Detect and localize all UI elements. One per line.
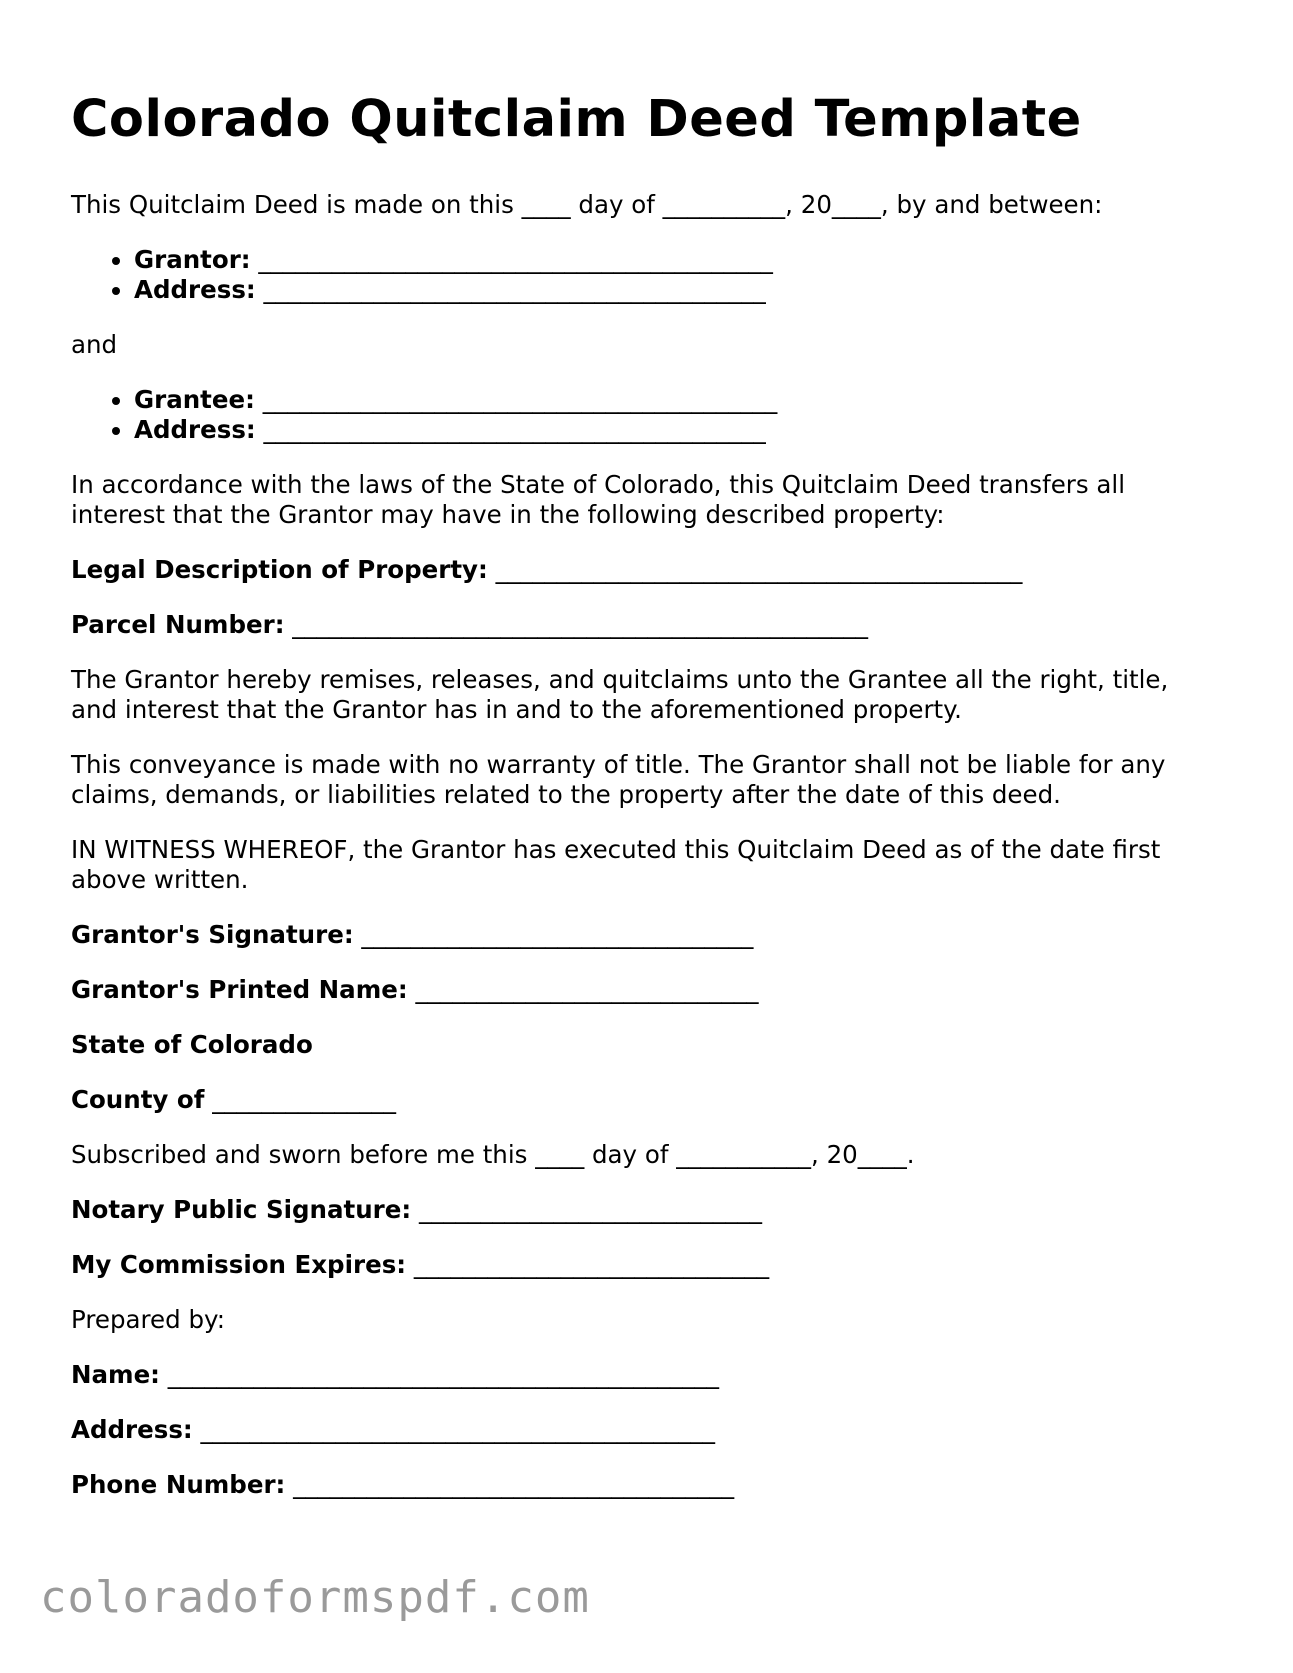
document-page xyxy=(71,88,1221,1525)
county-blank: _______________ xyxy=(212,1085,396,1114)
preparer-phone-field xyxy=(71,1470,1221,1500)
preparer-name-label: Name: xyxy=(71,1360,160,1389)
preparer-address-label: Address: xyxy=(71,1415,193,1444)
grantor-list xyxy=(71,245,1221,305)
grantee-address-blank: _________________________________________ xyxy=(263,415,766,444)
parcel-number-field xyxy=(71,610,1221,640)
grantor-address-blank: _________________________________________ xyxy=(263,275,766,304)
preparer-address-field xyxy=(71,1415,1221,1445)
grantor-printed-name-label: Grantor's Printed Name: xyxy=(71,975,408,1004)
grantee-address-field xyxy=(134,415,1221,445)
grantor-signature-field xyxy=(71,920,1221,950)
site-watermark: coloradoformspdf.com xyxy=(40,1572,590,1623)
grantee-blank: __________________________________________ xyxy=(262,385,778,414)
intro-paragraph: This Quitclaim Deed is made on this ____ day of __________, 20____, by and between: xyxy=(71,190,1103,219)
parcel-number-blank: _______________________________________________ xyxy=(292,610,869,639)
sworn-paragraph: Subscribed and sworn before me this ____ day of ___________, 20____. xyxy=(71,1140,915,1169)
preparer-phone-blank: ____________________________________ xyxy=(293,1470,735,1499)
grantee-address-label: Address: xyxy=(134,415,256,444)
conjunction-text: and xyxy=(71,330,118,359)
commission-expires-blank: _____________________________ xyxy=(413,1250,770,1279)
grantor-printed-name-blank: ____________________________ xyxy=(415,975,759,1004)
remise-paragraph: The Grantor hereby remises, releases, and quitclaims unto the Grantee all the right, title, and interest that the Grantor has in and to the aforementioned property. xyxy=(71,665,1169,724)
notary-signature-field xyxy=(71,1195,1221,1225)
state-heading xyxy=(71,1030,1221,1060)
legal-description-label: Legal Description of Property: xyxy=(71,555,488,584)
grantor-blank: __________________________________________ xyxy=(258,245,773,274)
transfer-paragraph: In accordance with the laws of the State of Colorado, this Quitclaim Deed transfers all interest that the Grantor may have in the following described property: xyxy=(71,470,1126,529)
preparer-address-blank: __________________________________________ xyxy=(200,1415,715,1444)
witness-paragraph: IN WITNESS WHEREOF, the Grantor has executed this Quitclaim Deed as of the date first above written. xyxy=(71,835,1161,894)
preparer-phone-label: Phone Number: xyxy=(71,1470,286,1499)
grantor-address-field xyxy=(134,275,1221,305)
grantee-list xyxy=(71,385,1221,445)
legal-description-blank: ___________________________________________ xyxy=(495,555,1023,584)
county-field xyxy=(71,1085,1221,1115)
grantor-field xyxy=(134,245,1221,275)
grantee-field xyxy=(134,385,1221,415)
page-title: Colorado Quitclaim Deed Template xyxy=(71,90,1082,149)
grantee-label: Grantee: xyxy=(134,385,255,414)
preparer-name-field xyxy=(71,1360,1221,1390)
commission-expires-label: My Commission Expires: xyxy=(71,1250,407,1279)
grantor-signature-label: Grantor's Signature: xyxy=(71,920,354,949)
state-label: State of Colorado xyxy=(71,1030,313,1059)
parcel-number-label: Parcel Number: xyxy=(71,610,285,639)
commission-expires-field xyxy=(71,1250,1221,1280)
county-label: County of xyxy=(71,1085,205,1114)
grantor-signature-blank: ________________________________ xyxy=(361,920,754,949)
prepared-by-text: Prepared by: xyxy=(71,1305,225,1334)
warranty-paragraph: This conveyance is made with no warranty of title. The Grantor shall not be liable for any claims, demands, or liabilities related to the property after the date of this deed. xyxy=(71,750,1166,809)
grantor-printed-name-field xyxy=(71,975,1221,1005)
notary-signature-label: Notary Public Signature: xyxy=(71,1195,412,1224)
grantor-label: Grantor: xyxy=(134,245,251,274)
grantor-address-label: Address: xyxy=(134,275,256,304)
legal-description-field xyxy=(71,555,1221,585)
notary-signature-blank: ____________________________ xyxy=(418,1195,762,1224)
preparer-name-blank: _____________________________________________ xyxy=(167,1360,720,1389)
